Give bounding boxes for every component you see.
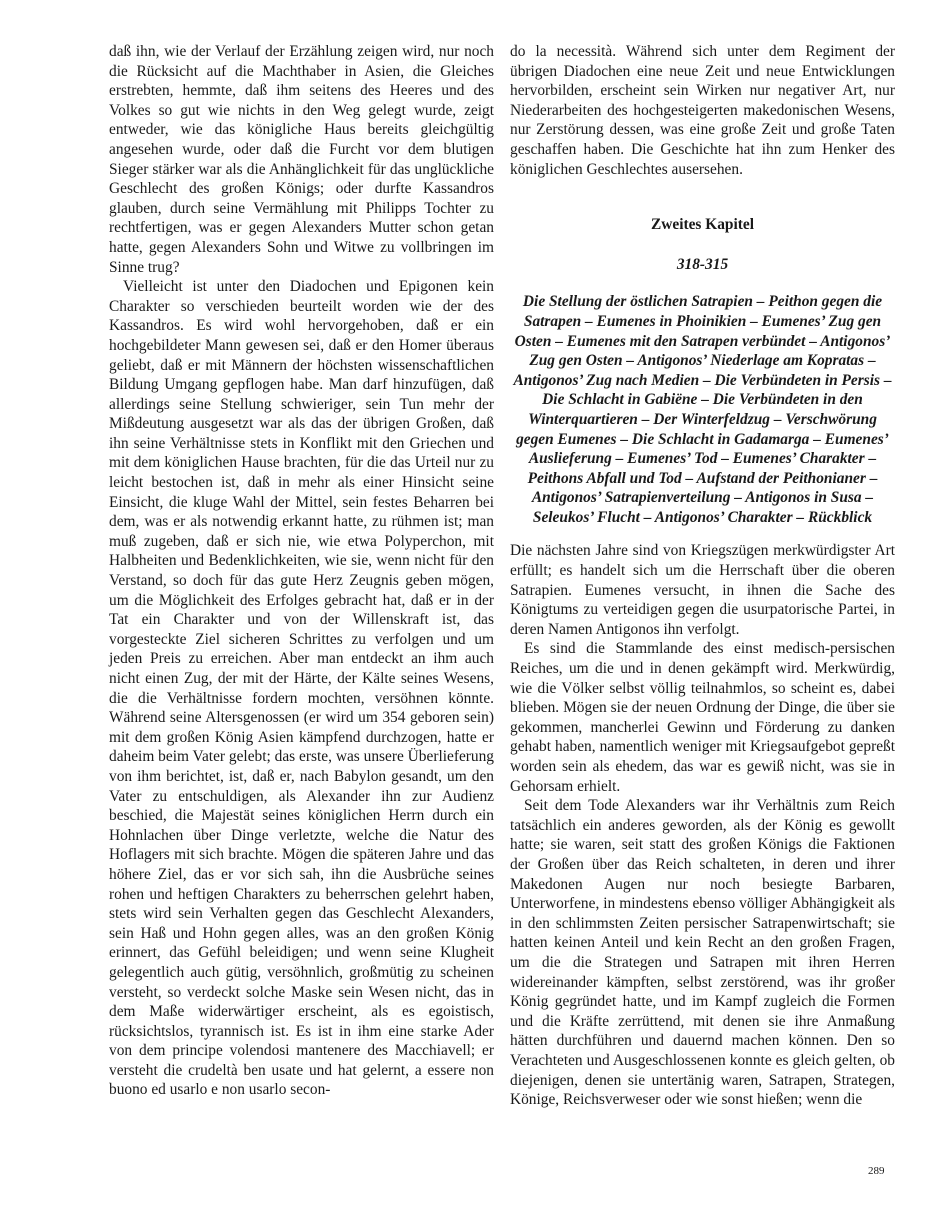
right-intro-paragraph: do la necessità. Während sich unter dem Regiment der übrigen Diadochen eine neue Zeit und neue Entwicklungen hervorbilden, erscheint sein Wirken nur negativer Art, nur Niederarbeiten des hochgesteigerten makedonischen Wesens, nur Zerstörung dessen, was eine große Zeit und große Taten geschaffen haben. Die Geschichte hat ihn zum Henker des königlichen Geschlechtes ausersehen. (510, 43, 895, 178)
left-paragraph-2: Vielleicht ist unter den Diadochen und Epigonen kein Charakter so verschieden beurteilt worden wie der des Kassandros. Es wird wohl hervorgehoben, daß er ein hochgebildeter Mann gewesen sei, daß er den Homer überaus geliebt, daß er mit Männern der höchsten wissenschaftlichen Bildung Umgang gepflogen habe. Man darf hinzufügen, daß allerdings seine Stellung schwieriger, sein Tun mehr der Mißdeutung ausgesetzt war als das der übrigen Großen, daß ihn seine Verhältnisse stets in Konflikt mit den Griechen und mit dem königlichen Hause brachten, für die das Urteil nur zu leicht bestochen ist, daß in mehr als einer Hinsicht seine Einsicht, die kluge Wahl der Mittel, sein festes Beharren bei dem, was er als notwendig erkannt hatte, zu rühmen ist; man muß zugeben, daß er sich nie, wie etwa Polyperchon, mit Halbheiten und Bedenklichkeiten, wie sie, wenn nicht für den Verstand, so doch für das gute Herz Zeugnis geben mögen, um die Möglichkeit des Erfolges gebracht hat, daß er in der Tat ein Charakter und von der Willenskraft ist, das vorgesteckte Ziel sicheren Schrittes zu verfolgen und um jeden Preis zu erreichen. Aber man entdeckt an ihm auch nicht einen Zug, der mit der Härte, der Kälte seines Wesens, die die Verhältnisse fordern mochten, versöhnen könnte. Während seine Altersgenossen (er wird um 354 geboren sein) mit dem großen König Asien kämpfend durchzogen, hatte er daheim beim Vater gelebt; das erste, was unsere Überlieferung von ihm berichtet, ist, daß er, nach Babylon gesandt, um den Vater zu entschuldigen, als Alexander ihn zur Audienz beschied, die Majestät seines königlichen Herrn durch ein Hohnlachen über Dinge verletzte, welche die Natur des Hoflagers mit sich brachte. Mögen die späteren Jahre und das höhere Ziel, das er vor sich sah, ihn die Ausbrüche seines rohen und heftigen Charakters zu beherrschen gelehrt haben, stets wird sein Verhalten gegen das Geschlecht Alexanders, sein Haß und Hohn gegen alles, was an den großen König erinnert, das Gefühl beleidigen; und wenn seine Klugheit gelegentlich auch gütig, versöhnlich, großmütig zu scheinen versteht, so verdeckt solche Maske sein Wesen nicht, das in dem Maße widerwärtiger erscheint, als es egoistisch, rücksichtslos, tyrannisch ist. Es ist in ihm eine starke Ader von dem principe volendosi mantenere des Macchiavell; er versteht die crudeltà ben usate und hat gelernt, a essere non buono ed usarlo e non usarlo secon- (109, 278, 494, 1099)
right-paragraph-1: Die nächsten Jahre sind von Kriegszügen merkwürdigster Art erfüllt; es handelt sich um die Herrschaft über die oberen Satrapien. Eumenes versucht, in ihnen die Sache des Königtums zu verteidigen gegen die usurpatorische Partei, in deren Namen Antigonos ihn verfolgt. (510, 542, 895, 638)
chapter-years: 318-315 (676, 255, 729, 273)
page-number: 289 (868, 1165, 885, 1177)
left-paragraph-1: daß ihn, wie der Verlauf der Erzählung zeigen wird, nur noch die Rücksicht auf die Machthaber in Asien, die Gleiches erstrebten, hemmte, daß ihm seitens des Heeres und des Volkes so gut wie nichts in den Weg gelegt wurde, zeigt entweder, wie das königliche Haus bereits gleichgültig angesehen wurde, oder daß die Furcht vor dem blutigen Sieger stärker war als die Anhänglichkeit für das unglückliche Geschlecht des großen Königs; oder durfte Kassandros glauben, durch seine Vermählung mit Philipps Tochter zu rechtfertigen, was er gegen Alexanders Mutter schon getan hatte, gegen Alexanders Sohn und Witwe zu vollbringen im Sinne trug? (109, 43, 494, 276)
right-paragraph-2: Es sind die Stammlande des einst medisch-persischen Reiches, um die und in denen gekämpft wird. Merkwürdig, wie die Völker selbst völlig teilnahmlos, so scheint es, dabei blieben. Mögen sie der neuen Ordnung der Dinge, die über sie gekommen, mancherlei Gewinn und Förderung zu danken gehabt haben, namentlich weniger mit Kriegsaufgebot gepreßt worden sein als ehedem, das war es gewiß nicht, was sie in Gehorsam erhielt. (510, 640, 895, 795)
right-column (510, 42, 895, 1110)
chapter-title: Zweites Kapitel (650, 216, 754, 234)
right-paragraph-3: Seit dem Tode Alexanders war ihr Verhältnis zum Reich tatsächlich ein anderes geworden, als der König es gewollt hatte; sie waren, seit statt des großen Königs die Faktionen der Großen über das Reich schalteten, in deren und ihrer Makedonen Augen nur noch besiegte Barbaren, Unterworfene, in mindestens ebenso völliger Abhängigkeit als in den schlimmsten Zeiten persischer Satrapenwirtschaft; sie hatten keinen Anteil und kein Recht an den großen Fragen, um die die Strategen und Satrapen mit ihren Herren widereinander kämpften, selbst zerstörend, was ihr großer König gegründet hatte, und im Kampf zugleich die Formen und die Kräfte zerrüttend, mit denen sie ihre Anmaßung hätten durchführen und dauernd machen können. Den so Verachteten und Ausgeschlossenen konnte es gleich gelten, ob diejenigen, denen sie untertänig waren, Satrapen, Strategen, Könige, Reichsverweser oder wie sonst hießen; wenn die (510, 797, 895, 1109)
left-column (109, 42, 494, 1100)
chapter-summary: Die Stellung der östlichen Satrapien – Peithon gegen die Satrapen – Eumenes in Phoinikien – Eumenes’ Zug gen Osten – Eumenes mit den Satrapen verbündet – Antigonos’ Zug gen Osten – Antigonos’ Niederlage am Kopratas – Antigonos’ Zug nach Medien – Die Verbündeten in Persis – Die Schlacht in Gabiëne – Die Verbündeten in den Winterquartieren – Der Winterfeldzug – Verschwörung gegen Eumenes – Die Schlacht in Gadamarga – Eumenes’ Auslieferung – Eumenes’ Tod – Eumenes’ Charakter – Peithons Abfall und Tod – Aufstand der Peithonianer – Antigonos’ Satrapienverteilung – Antigonos in Susa – Seleukos’ Flucht – Antigonos’ Charakter – Rückblick (513, 293, 892, 526)
